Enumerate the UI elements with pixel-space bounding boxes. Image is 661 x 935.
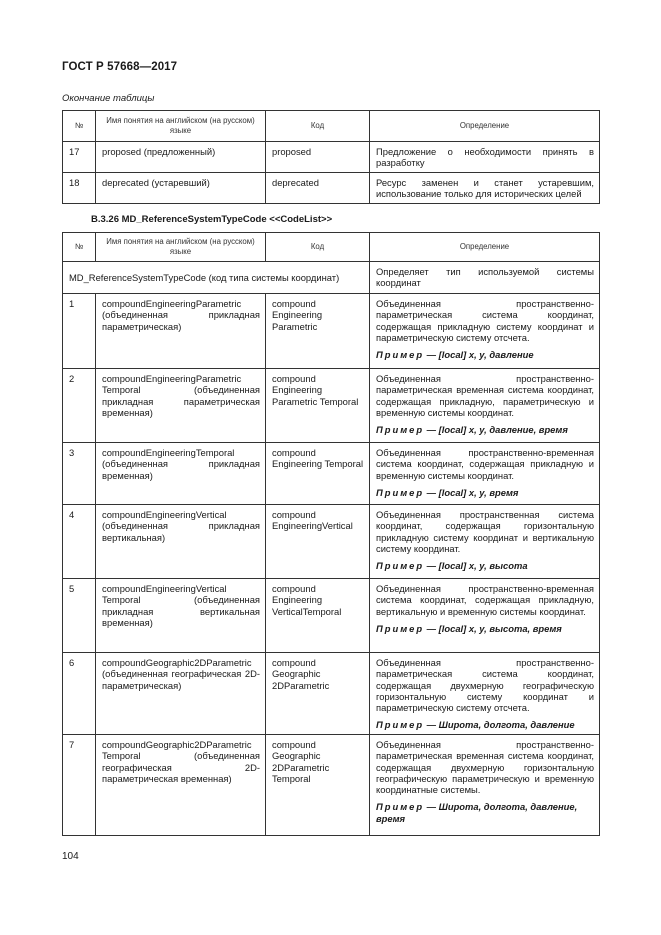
cell-name: compoundEngineeringParametric (объединенная прикладная параметрическая) (96, 294, 266, 369)
cell-code: deprecated (266, 173, 370, 204)
cell-def: Предложение о необходимости принять в разработку (370, 142, 600, 173)
cell-num: 5 (63, 579, 96, 653)
table-row (63, 294, 600, 369)
document-code: ГОСТ Р 57668—2017 (62, 61, 178, 73)
cell-name: proposed (предложенный) (96, 142, 266, 173)
cell-name: compoundGeographic2DParametric (объединенная географическая 2D-параметрическая) (96, 653, 266, 735)
cell-num: 2 (63, 369, 96, 443)
cell-def (370, 653, 600, 735)
example-line (376, 801, 594, 824)
example-line (376, 424, 594, 435)
example-dash: — (424, 622, 439, 634)
table-row (63, 369, 600, 443)
col-header-code: Код (266, 233, 370, 262)
cell-code: compound Engineering Temporal (266, 443, 370, 505)
cell-code: proposed (266, 142, 370, 173)
example-dash: — (424, 424, 439, 436)
cell-code: compound Engineering VerticalTemporal (266, 579, 370, 653)
example-label: Пример (376, 719, 425, 731)
example-label: Пример (376, 349, 425, 361)
example-line (376, 719, 594, 730)
code-list-table (62, 232, 600, 836)
section-title: В.3.26 MD_ReferenceSystemTypeCode <<CodeList>> (91, 214, 333, 225)
example-text: [local] x, y, время (438, 486, 519, 498)
cell-name: compoundEngineeringVertical (объединенная прикладная вертикальная) (96, 505, 266, 579)
definition-text: Объединенная пространственно-временная система координат, содержащая прикладную, вертикальную и временную системы координат. (376, 583, 594, 617)
class-row (63, 262, 600, 294)
cell-code: compound Engineering Parametric Temporal (266, 369, 370, 443)
cell-def: Ресурс заменен и станет устаревшим, использование только для исторических целей (370, 173, 600, 204)
col-header-name: Имя понятия на английском (на русском) языке (96, 233, 266, 262)
cell-num: 1 (63, 294, 96, 369)
cell-name: compoundGeographic2DParametric Temporal (объединенная географическая 2D-параметрическая временная) (96, 735, 266, 836)
cell-def (370, 443, 600, 505)
cell-name: compoundEngineeringParametric Temporal (объединенная прикладная параметрическая временная) (96, 369, 266, 443)
cell-name: deprecated (устаревший) (96, 173, 266, 204)
col-header-name: Имя понятия на английском (на русском) языке (96, 111, 266, 142)
table-header-row (63, 233, 600, 262)
definition-text: Объединенная пространственно-параметрическая временная система координат, содержащая двухмерную горизонтальную географическую параметрическую и временную координатные системы. (376, 739, 594, 796)
cell-def: Определяет тип используемой системы координат (370, 262, 600, 294)
cell-code: compound EngineeringVertical (266, 505, 370, 579)
cell-num: 4 (63, 505, 96, 579)
col-header-code: Код (266, 111, 370, 142)
col-header-def: Определение (370, 111, 600, 142)
example-label: Пример (376, 424, 425, 436)
table-row (63, 579, 600, 653)
col-header-num: № (63, 233, 96, 262)
table-row (63, 443, 600, 505)
example-dash: — (424, 801, 439, 813)
table-end (62, 110, 600, 204)
cell-num: 18 (63, 173, 96, 204)
cell-name: compoundEngineeringTemporal (объединенная прикладная временная) (96, 443, 266, 505)
cell-def (370, 735, 600, 836)
cell-num: 7 (63, 735, 96, 836)
example-text: [local] x, y, высота, время (438, 622, 562, 634)
example-text: Широта, долгота, давление (438, 719, 575, 731)
table-row (63, 653, 600, 735)
definition-text: Объединенная пространственно-параметрическая система координат, содержащая двухмерную географическую горизонтальную систему координат и параметрическую систему отсчета. (376, 657, 594, 714)
example-dash: — (424, 349, 439, 361)
example-dash: — (424, 719, 439, 731)
definition-text: Объединенная пространственно-временная система координат, содержащая прикладную и временную системы координат. (376, 447, 594, 481)
example-text: [local] x, y, высота (438, 560, 528, 572)
cell-code: compound Engineering Parametric (266, 294, 370, 369)
example-line (376, 487, 594, 498)
cell-code: compound Geographic 2DParametric (266, 653, 370, 735)
example-dash: — (424, 486, 439, 498)
example-label: Пример (376, 560, 425, 572)
cell-def (370, 369, 600, 443)
example-label: Пример (376, 486, 425, 498)
table-row (63, 142, 600, 173)
example-line (376, 349, 594, 360)
table-row (63, 173, 600, 204)
cell-num: 3 (63, 443, 96, 505)
cell-num: 6 (63, 653, 96, 735)
example-label: Пример (376, 622, 425, 634)
col-header-def: Определение (370, 233, 600, 262)
definition-text: Объединенная пространственно-параметрическая временная система координат, содержащая прикладную, параметрическую и временную системы координат. (376, 373, 594, 418)
cell-def (370, 294, 600, 369)
definition-text: Объединенная пространственно-параметрическая система координат, содержащая прикладную систему координат и параметрическую систему отсчета. (376, 298, 594, 343)
definition-text: Объединенная пространственная система координат, содержащая горизонтальную прикладную систему координат и вертикальную систему координат. (376, 509, 594, 554)
example-text: Широта, долгота, давление, время (376, 801, 578, 824)
example-text: [local] x, y, давление (438, 349, 534, 361)
cell-code: compound Geographic 2DParametric Temporal (266, 735, 370, 836)
cell-num: 17 (63, 142, 96, 173)
table-header-row (63, 111, 600, 142)
example-line (376, 560, 594, 571)
example-dash: — (424, 560, 439, 572)
cell-def (370, 579, 600, 653)
cell-name: compoundEngineeringVertical Temporal (объединенная прикладная вертикальная временная) (96, 579, 266, 653)
example-line (376, 623, 594, 634)
page-number: 104 (62, 851, 79, 862)
cell-def (370, 505, 600, 579)
cell-class-name: MD_ReferenceSystemTypeCode (код типа системы координат) (63, 262, 370, 294)
table-row (63, 505, 600, 579)
table-continuation-caption: Окончание таблицы (62, 93, 155, 104)
col-header-num: № (63, 111, 96, 142)
table-row (63, 735, 600, 836)
example-label: Пример (376, 801, 425, 813)
example-text: [local] x, y, давление, время (438, 424, 568, 436)
